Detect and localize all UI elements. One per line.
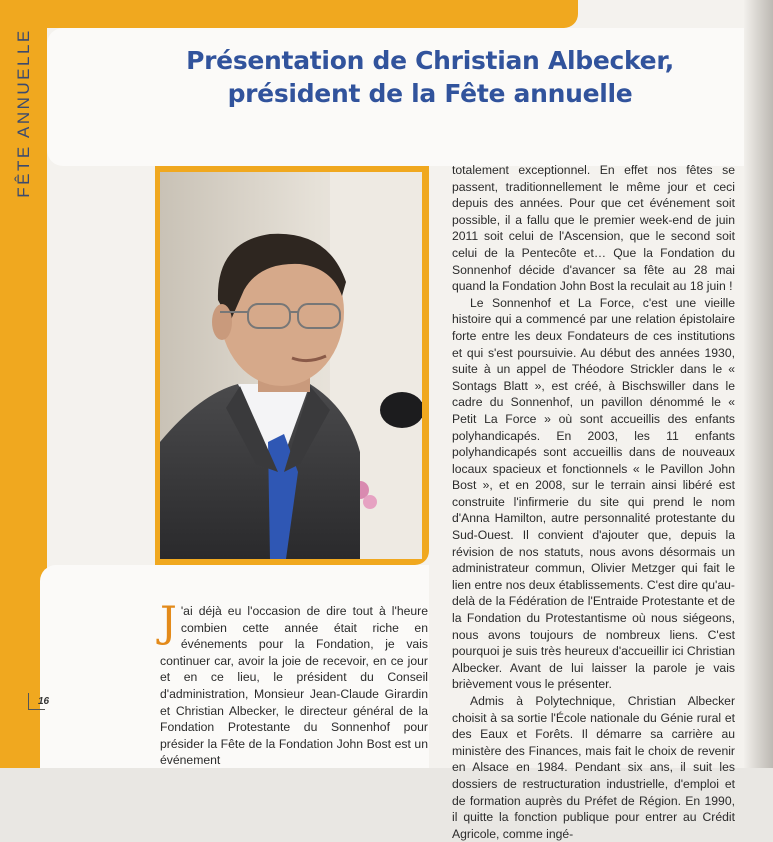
intro-paragraph <box>160 597 428 769</box>
paragraph-1: totalement exceptionnel. En effet nos fêtes se passent, traditionnellement le même jour et ceci depuis des années. Pour que cet événement soit possible, il a fallu que le premier week-end de juin 2011 soit celui de l'Ascension, que le second soit celui de la Pentecôte et… Que la Fondation du Sonnenhof décide d'avancer sa fête au 28 mai quand la Fondation John Bost la reculait au 18 juin ! <box>452 163 735 294</box>
left-column <box>160 597 428 769</box>
intro-text: 'ai déjà eu l'occasion de dire tout à l'heure combien cette année était riche en événements pour la Fondation, je vais continuer car, avoir la joie de recevoir, en ce jour et en ce lieu, le président du Conseil d'administration, Monsieur Jean-Claude Girardin et Christian Albecker, le directeur général de la Fondation Protestante du Sonnenhof pour présider la Fête de la Fondation John Bost est un événement <box>160 604 428 768</box>
title-line-2: président de la Fête annuelle <box>227 79 633 108</box>
page-number: 16 <box>38 696 50 707</box>
dropcap: J <box>160 597 177 646</box>
title-line-1: Présentation de Christian Albecker, <box>186 46 674 75</box>
section-label <box>6 28 42 198</box>
page-title <box>150 44 710 110</box>
paragraph-3: Admis à Polytechnique, Christian Albecker choisit à sa sortie l'École nationale du Génie rural et des Eaux et Forêts. Il démarre sa carrière au ministère des Finances, mais fait le choix de revenir en Alsace en 1984. Pendant six ans, il suit les dossiers de restructuration industrielle, d'emploi et de formation auprès du Préfet de Région. En 1990, il quitte la fonction publique pour entrer au Crédit Agricole, comme ingé- <box>452 694 735 841</box>
right-column <box>452 162 735 842</box>
orange-top-band <box>0 0 578 28</box>
page-gutter <box>744 0 773 768</box>
speaker-photo <box>160 172 422 559</box>
paragraph-2: Le Sonnenhof et La Force, c'est une vieille histoire qui a commencé par une relation épistolaire forte entre les deux Fondateurs de ces institutions et qui s'est poursuivie. Au début des années 1930, suite à un appel de Théodore Strickler dans le « Sontags Blatt », est créé, à Bischswiller dans le cadre du Sonnenhof, un pavillon dénommé le « Petit La Force » où sont accueillis des enfants polyhandicapés. En 2003, les 11 enfants polyhandicapés sont accueillis dans de nouveaux locaux spacieux et fonctionnels « le Pavillon John Bost », et en 2008, sur le terrain ainsi libéré est construite l'infirmerie du site qui prend le nom d'Anna Hamilton, autre personnalité protestante du Sud-Ouest. Il convient d'ajouter que, depuis la révision de nos statuts, nous avons désormais un administrateur commun, Olivier Metzger qui fait le lien entre nos deux établissements. C'est dire qu'au-delà de la Fédération de l'Entraide Protestante et de la Fondation du Protestantisme où nous siégeons, nous avons toujours de nombreux liens. C'est pourquoi je suis très heureux d'accueillir ici Christian Albecker. Avant de lui laisser la parole je vais brièvement vous le présenter. <box>452 295 735 692</box>
section-label-text: FÊTE ANNUELLE <box>14 28 33 198</box>
